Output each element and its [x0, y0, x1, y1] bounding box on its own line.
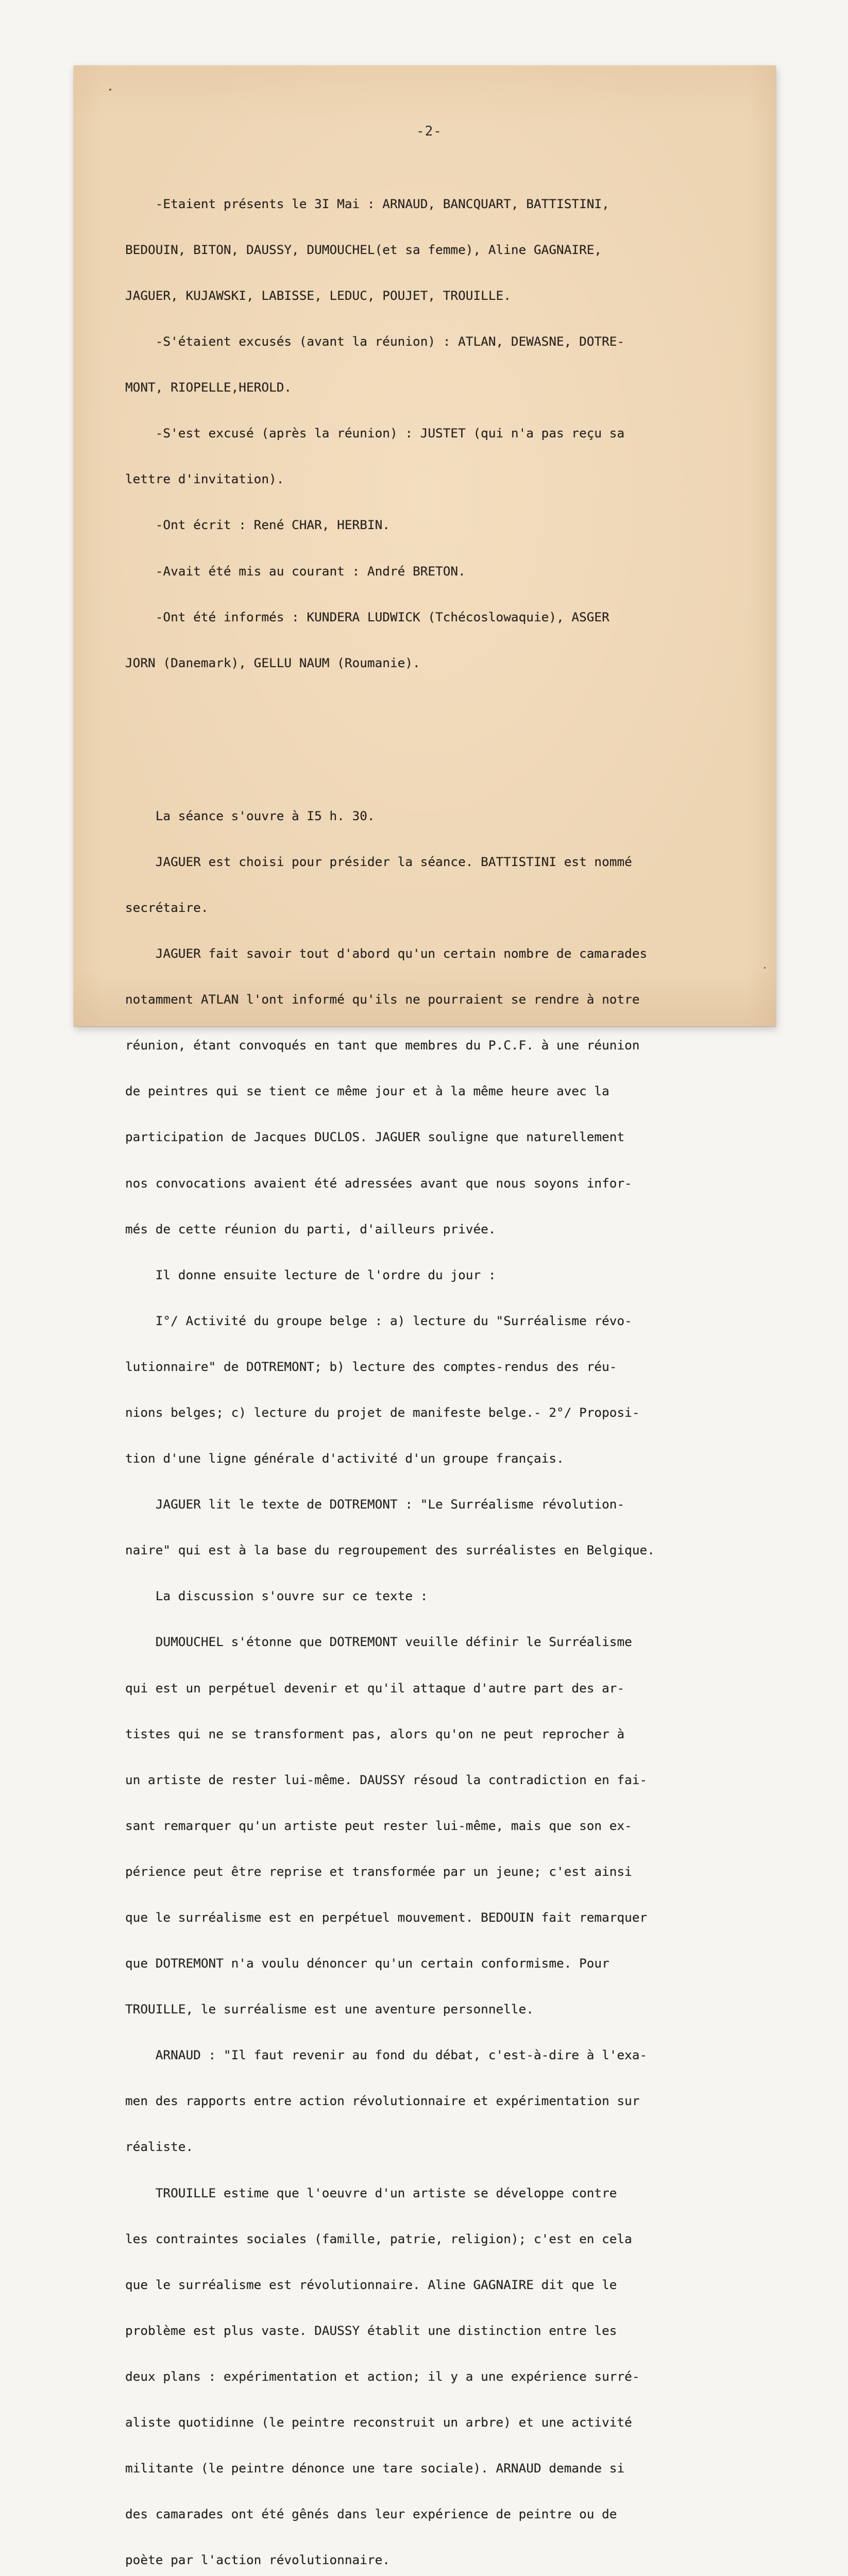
- text-line: des camarades ont été gênés dans leur expérience de peintre ou de: [125, 2506, 617, 2522]
- text-line: problème est plus vaste. DAUSSY établit une distinction entre les: [125, 2323, 617, 2338]
- text-line: DUMOUCHEL s'étonne que DOTREMONT veuille définir le Surréalisme: [125, 1634, 632, 1650]
- text-line: JAGUER, KUJAWSKI, LABISSE, LEDUC, POUJET, TROUILLE.: [125, 288, 511, 303]
- text-line: tistes qui ne se transforment pas, alors qu'on ne peut reprocher à: [125, 1726, 625, 1741]
- text-line: que le surréalisme est révolutionnaire. Aline GAGNAIRE dit que le: [125, 2277, 617, 2292]
- text-line: secrétaire.: [125, 900, 209, 915]
- text-line: men des rapports entre action révolutionnaire et expérimentation sur: [125, 2093, 640, 2109]
- text-line: lettre d'invitation).: [125, 471, 284, 487]
- text-line: MONT, RIOPELLE,HEROLD.: [125, 380, 292, 395]
- text-line: deux plans : expérimentation et action; il y a une expérience surré-: [125, 2368, 640, 2384]
- text-line: Il donne ensuite lecture de l'ordre du jour :: [125, 1267, 496, 1282]
- text-line: TROUILLE, le surréalisme est une aventure personnelle.: [125, 2002, 534, 2017]
- attendance-block: [125, 165, 733, 701]
- text-line: JAGUER fait savoir tout d'abord qu'un certain nombre de camarades: [125, 946, 648, 961]
- text-line: La séance s'ouvre à I5 h. 30.: [125, 808, 375, 823]
- text-line: militante (le peintre dénonce une tare sociale). ARNAUD demande si: [125, 2461, 625, 2476]
- text-line: réunion, étant convoqués en tant que membres du P.C.F. à une réunion: [125, 1038, 640, 1053]
- text-line: que DOTREMONT n'a voulu dénoncer qu'un certain conformisme. Pour: [125, 1956, 609, 1971]
- text-line: poète par l'action révolutionnaire.: [125, 2552, 390, 2568]
- text-line: notamment ATLAN l'ont informé qu'ils ne pourraient se rendre à notre: [125, 992, 640, 1007]
- text-line: JAGUER est choisi pour présider la séance. BATTISTINI est nommé: [125, 854, 632, 869]
- text-line: que le surréalisme est en perpétuel mouvement. BEDOUIN fait remarquer: [125, 1910, 648, 1925]
- text-line: -S'étaient excusés (avant la réunion) : ATLAN, DEWASNE, DOTRE-: [125, 334, 625, 349]
- text-line: lutionnaire" de DOTREMONT; b) lecture des comptes-rendus des réu-: [125, 1359, 617, 1374]
- text-line: -Etaient présents le 3I Mai : ARNAUD, BANCQUART, BATTISTINI,: [125, 196, 609, 211]
- text-line: I°/ Activité du groupe belge : a) lecture du "Surréalisme révo-: [125, 1313, 632, 1328]
- blank-line: [125, 732, 733, 747]
- text-line: naire" qui est à la base du regroupement des surréalistes en Belgique.: [125, 1543, 655, 1558]
- text-line: nions belges; c) lecture du projet de manifeste belge.- 2°/ Proposi-: [125, 1404, 640, 1420]
- text-line: JAGUER lit le texte de DOTREMONT : "Le Surréalisme révolution-: [125, 1497, 625, 1512]
- text-line: un artiste de rester lui-même. DAUSSY résoud la contradiction en fai-: [125, 1772, 648, 1787]
- text-line: sant remarquer qu'un artiste peut rester lui-même, mais que son ex-: [125, 1818, 632, 1833]
- text-line: -Ont été informés : KUNDERA LUDWICK (Tchécoslowaquie), ASGER: [125, 609, 609, 624]
- text-line: BEDOUIN, BITON, DAUSSY, DUMOUCHEL(et sa femme), Aline GAGNAIRE,: [125, 242, 602, 257]
- text-line: nos convocations avaient été adressées avant que nous soyons infor-: [125, 1175, 632, 1191]
- text-line: ARNAUD : "Il faut revenir au fond du débat, c'est-à-dire à l'exa-: [125, 2047, 648, 2063]
- text-line: réaliste.: [125, 2139, 194, 2155]
- text-line: participation de Jacques DUCLOS. JAGUER souligne que naturellement: [125, 1129, 625, 1145]
- typewritten-text: [125, 135, 733, 2576]
- text-line: périence peut être reprise et transformée par un jeune; c'est ainsi: [125, 1863, 632, 1879]
- text-line: -Ont écrit : René CHAR, HERBIN.: [125, 517, 390, 533]
- text-line: La discussion s'ouvre sur ce texte :: [125, 1588, 428, 1604]
- text-line: -Avait été mis au courant : André BRETON.: [125, 563, 466, 579]
- text-line: de peintres qui se tient ce même jour et à la même heure avec la: [125, 1083, 609, 1099]
- text-line: -S'est excusé (après la réunion) : JUSTET (qui n'a pas reçu sa: [125, 426, 625, 441]
- ink-speck: [109, 89, 111, 91]
- text-line: aliste quotidinne (le peintre reconstruit un arbre) et une activité: [125, 2415, 632, 2430]
- text-line: més de cette réunion du parti, d'ailleurs privée.: [125, 1221, 496, 1236]
- minutes-block: [125, 777, 733, 2576]
- ink-speck: [764, 967, 766, 969]
- page-number: -2-: [416, 124, 442, 139]
- text-line: tion d'une ligne générale d'activité d'un groupe français.: [125, 1451, 564, 1466]
- text-line: TROUILLE estime que l'oeuvre d'un artiste se développe contre: [125, 2185, 617, 2200]
- text-line: les contraintes sociales (famille, patrie, religion); c'est en cela: [125, 2231, 632, 2246]
- text-line: qui est un perpétuel devenir et qu'il attaque d'autre part des ar-: [125, 1680, 625, 1696]
- text-line: JORN (Danemark), GELLU NAUM (Roumanie).: [125, 655, 420, 670]
